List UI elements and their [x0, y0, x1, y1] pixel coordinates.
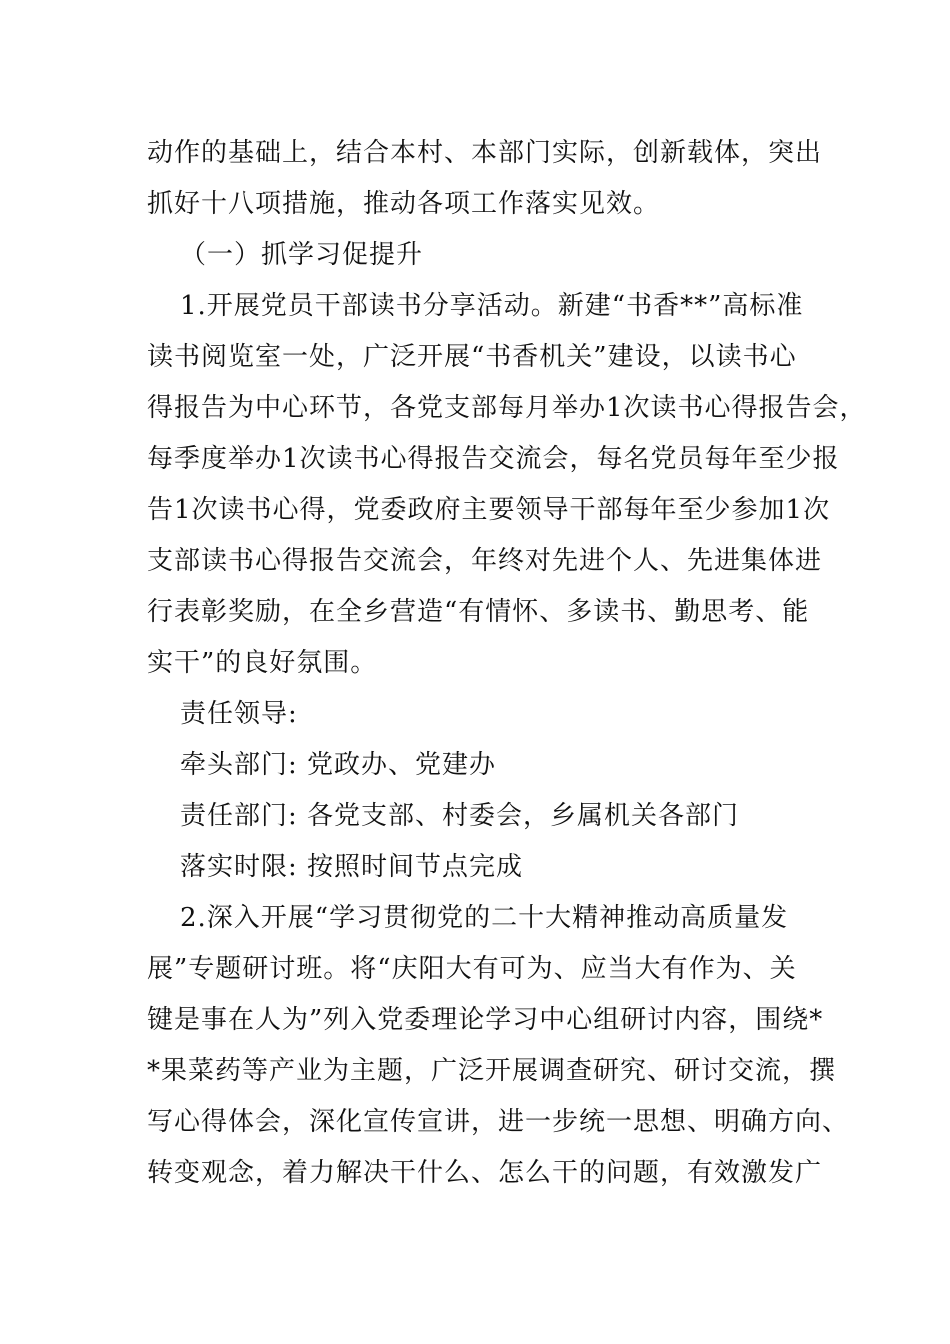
text-line-7: 每季度举办1次读书心得报告交流会，每名党员每年至少报	[147, 444, 840, 474]
deadline: 落实时限: 按照时间节点完成	[180, 852, 524, 882]
text-line-11: 实干”的良好氛围。	[147, 648, 378, 678]
text-line-1: 动作的基础上，结合本村、本部门实际，创新载体，突出	[147, 138, 823, 168]
text-line-21: 转变观念，着力解决干什么、怎么干的问题，有效激发广	[147, 1158, 823, 1188]
text-line-19: *果菜药等产业为主题，广泛开展调查研究、研讨交流，撰	[147, 1056, 837, 1086]
section-heading: （一）抓学习促提升	[180, 240, 424, 270]
text-line-16: 2.深入开展“学习贯彻党的二十大精神推动高质量发	[180, 903, 789, 933]
responsible-department: 责任部门: 各党支部、村委会，乡属机关各部门	[180, 801, 740, 831]
text-line-9: 支部读书心得报告交流会，年终对先进个人、先进集体进	[147, 546, 823, 576]
text-line-5: 读书阅览室一处，广泛开展“书香机关”建设，以读书心	[147, 342, 797, 372]
text-line-4: 1.开展党员干部读书分享活动。新建“书香**”高标准	[180, 291, 804, 321]
text-line-6: 得报告为中心环节，各党支部每月举办1次读书心得报告会，	[147, 393, 867, 423]
text-line-2: 抓好十八项措施，推动各项工作落实见效。	[147, 189, 661, 219]
text-line-10: 行表彰奖励，在全乡营造“有情怀、多读书、勤思考、能	[147, 597, 810, 627]
text-line-20: 写心得体会，深化宣传宣讲，进一步统一思想、明确方向、	[147, 1107, 850, 1137]
text-line-18: 键是事在人为”列入党委理论学习中心组研讨内容，围绕*	[147, 1005, 824, 1035]
lead-department: 牵头部门: 党政办、党建办	[180, 750, 497, 780]
text-line-8: 告1次读书心得，党委政府主要领导干部每年至少参加1次	[147, 495, 831, 525]
responsible-leader: 责任领导:	[180, 699, 298, 729]
text-line-17: 展”专题研讨班。将“庆阳大有可为、应当大有作为、关	[147, 954, 797, 984]
